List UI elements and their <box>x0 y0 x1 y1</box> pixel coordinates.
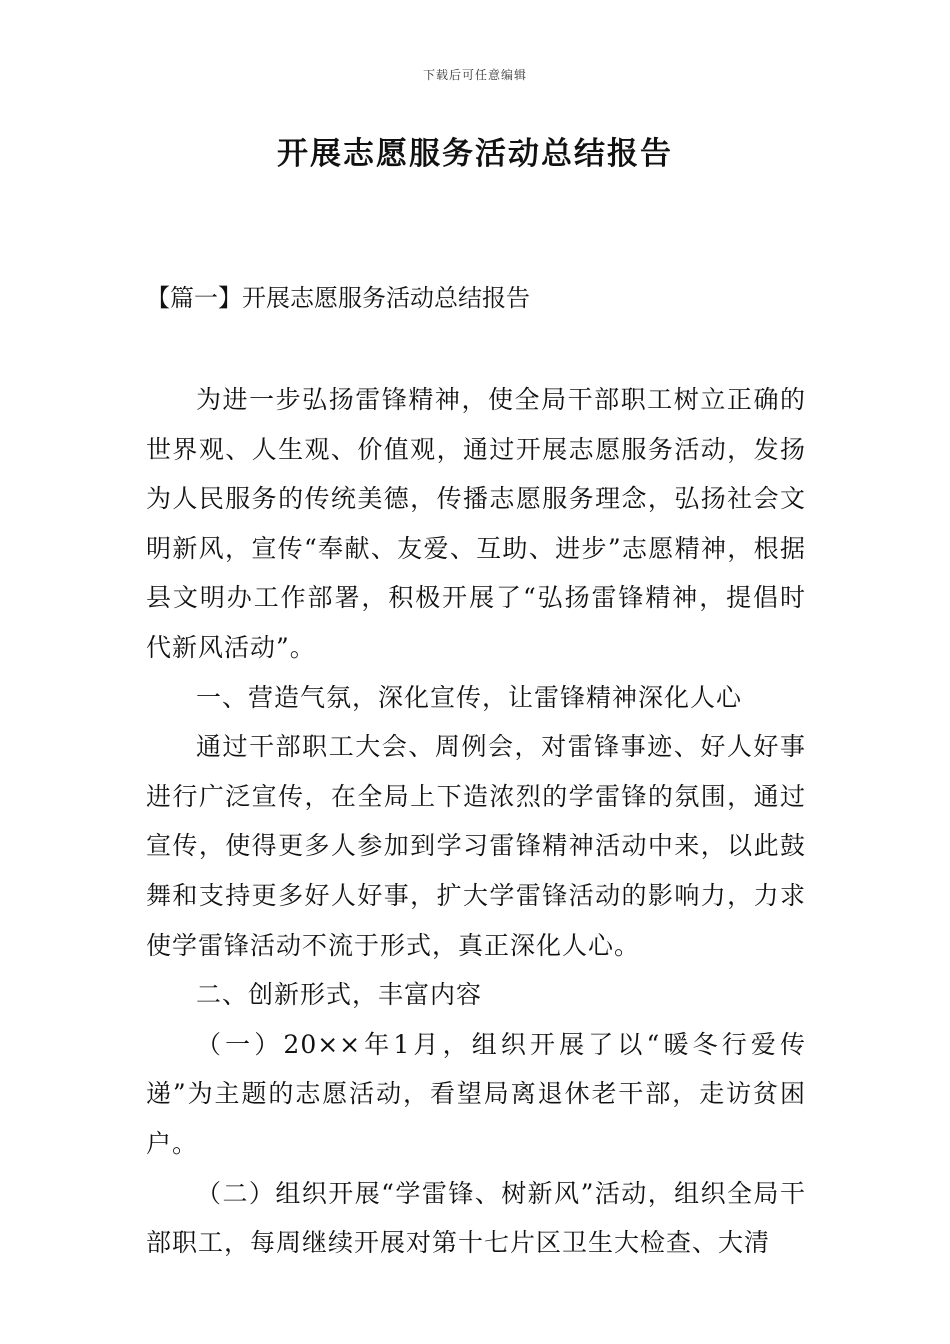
paragraph-heading-2: 二、创新形式，丰富内容 <box>196 980 483 1010</box>
body-text <box>146 375 806 1268</box>
paragraph-item-2: （二）组织开展“学雷锋、树新风”活动，组织全局干部职工，每周继续开展对第十七片区卫生大检查、大清 <box>146 1178 806 1258</box>
paragraph-intro: 为进一步弘扬雷锋精神，使全局干部职工树立正确的世界观、人生观、价值观，通过开展志愿服务活动，发扬为人民服务的传统美德，传播志愿服务理念，弘扬社会文明新风，宣传“奉献、友爱、互助、进步”志愿精神，根据县文明办工作部署，积极开展了“弘扬雷锋精神，提倡时代新风活动”。 <box>146 385 806 662</box>
paragraph-publicity: 通过干部职工大会、周例会，对雷锋事迹、好人好事进行广泛宣传，在全局上下造浓烈的学雷锋的氛围，通过宣传，使得更多人参加到学习雷锋精神活动中来，以此鼓舞和支持更多好人好事，扩大学雷锋活动的影响力，力求使学雷锋活动不流于形式，真正深化人心。 <box>146 732 806 960</box>
header-note: 下载后可任意编辑 <box>422 68 527 82</box>
paragraph-heading-1: 一、营造气氛，深化宣传，让雷锋精神深化人心 <box>196 682 743 712</box>
paragraph-item-1: （一）20××年1月，组织开展了以“暖冬行爱传递”为主题的志愿活动，看望局离退休老干部，走访贫困户。 <box>146 1029 806 1158</box>
section-heading: 【篇一】开展志愿服务活动总结报告 <box>146 284 530 312</box>
document-title: 开展志愿服务活动总结报告 <box>277 136 673 172</box>
